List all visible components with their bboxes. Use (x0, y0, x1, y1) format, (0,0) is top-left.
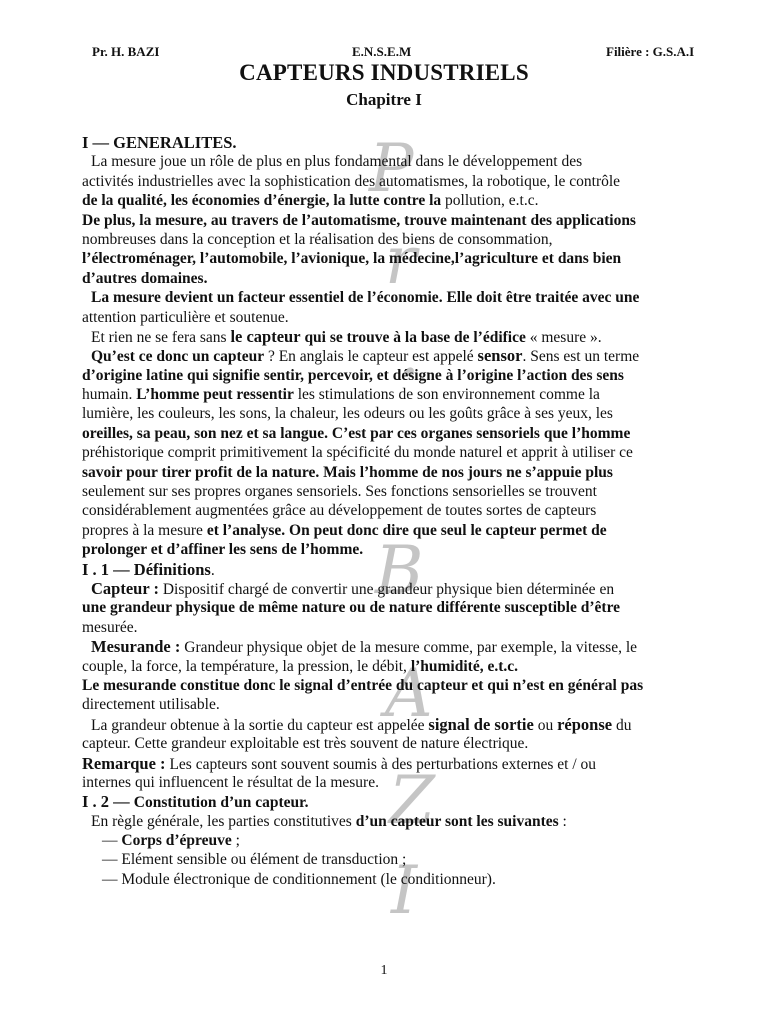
document-body (82, 133, 722, 889)
text-line: activités industrielles avec la sophistication des automatismes, la robotique, le contrôle (82, 172, 621, 190)
text-span: « mesure ». (525, 328, 602, 346)
text-line: capteur. Cette grandeur exploitable est très souvent de nature électrique. (82, 735, 529, 753)
text-span: I . 2 — (82, 792, 134, 812)
text-span: Et rien ne se fera sans (91, 328, 231, 346)
text-span: l’humidité, e.t.c. (410, 657, 519, 675)
text-line: seulement sur ses propres organes sensoriels. Ses fonctions sensorielles se trouvent (82, 483, 597, 501)
text-span: Qu’est ce donc un capteur (91, 348, 265, 366)
text-span: et l’analyse. On peut donc dire que seul le capteur permet de (206, 521, 607, 539)
term-reponse: réponse (557, 714, 613, 734)
text-line: mesurée. (82, 618, 138, 636)
text-line (82, 715, 722, 734)
text-line: attention particulière et soutenue. (82, 308, 289, 326)
text-line: d’autres domaines. (82, 269, 208, 287)
text-line: lumière, les couleurs, les sons, la chaleur, les odeurs ou les goûts grâce à ses yeux, les (82, 405, 613, 423)
text-span: Les capteurs sont souvent soumis à des perturbations externes et / ou (165, 755, 597, 773)
term-remarque: Remarque : (82, 753, 166, 773)
text-span: qui se trouve à la base de l’édifice (300, 328, 526, 346)
text-line: préhistorique comprit primitivement la spécificité du monde naturel et apprit à utiliser ce (82, 444, 633, 462)
text-line: l’électroménager, l’automobile, l’avionique, la médecine,l’agriculture et dans bien (82, 250, 622, 268)
text-span: les stimulations de son environnement comme la (293, 386, 600, 404)
text-line: internes qui influencent le résultat de la mesure. (82, 773, 379, 791)
watermark-letter: A (385, 655, 433, 732)
text-line: oreilles, sa peau, son nez et sa langue. C’est par ces organes sensoriels que l’homme (82, 424, 631, 442)
text-line (82, 385, 722, 404)
text-span: En règle générale, les parties constitutives (91, 812, 356, 830)
subsection-heading-constitution (82, 792, 722, 811)
text-span: le capteur (230, 326, 301, 346)
section-heading-generalites: I — GENERALITES. (82, 133, 237, 152)
header-author: Pr. H. BAZI (92, 44, 160, 59)
list-item: — Elément sensible ou élément de transduction ; (102, 851, 407, 869)
header-school: E.N.S.E.M (352, 44, 412, 59)
text-span: humain. (82, 386, 137, 404)
text-span: d’un capteur sont les suivantes (355, 812, 559, 830)
text-span: . (210, 561, 215, 579)
text-span: de la qualité, les économies d’énergie, la lutte contre la (82, 192, 442, 210)
text-span: : (558, 812, 567, 830)
page-number: 1 (380, 963, 388, 978)
text-span: ou (533, 716, 558, 734)
text-line: La mesure joue un rôle de plus en plus fondamental dans le développement des (91, 153, 583, 171)
watermark-letter: I (391, 852, 418, 929)
watermark-letter: Z (389, 762, 435, 839)
header-program: Filière : G.S.A.I (606, 44, 695, 59)
text-line: prolonger et d’affiner les sens de l’homme. (82, 541, 364, 559)
text-line: De plus, la mesure, au travers de l’automatisme, trouve maintenant des applications (82, 211, 636, 229)
text-span: . Sens est un terme (522, 348, 640, 366)
text-line: La mesure devient un facteur essentiel de l’économie. Elle doit être traitée avec une (91, 289, 640, 307)
list-item: — Module électronique de conditionnement (le conditionneur). (102, 870, 496, 888)
text-span: L’homme peut ressentir (136, 386, 294, 404)
text-line (82, 191, 722, 210)
text-line (82, 521, 722, 540)
text-line (82, 812, 722, 831)
text-span: ; (231, 832, 240, 850)
text-line (82, 327, 722, 346)
text-span: sensor (477, 346, 523, 366)
text-line: savoir pour tirer profit de la nature. Mais l’homme de nos jours ne s’appuie plus (82, 463, 613, 481)
text-line: d’origine latine qui signifie sentir, percevoir, et désigne à l’origine l’action des sens (82, 366, 624, 384)
subsection-heading-definitions (82, 560, 722, 579)
text-line (82, 346, 722, 365)
text-span: propres à la mesure (82, 521, 207, 539)
text-span: Corps d’épreuve (121, 832, 232, 850)
text-line: considérablement augmentées grâce au développement de toutes sortes de capteurs (82, 502, 597, 520)
watermark-letter: P (369, 130, 414, 207)
text-line: une grandeur physique de même nature ou de nature différente susceptible d’être (82, 599, 621, 617)
text-span: ? En anglais le capteur est appelé (264, 348, 478, 366)
text-span: — (102, 832, 122, 850)
text-span: pollution, e.t.c. (441, 192, 539, 210)
text-span: La grandeur obtenue à la sortie du capteur est appelée (91, 716, 429, 734)
text-line: directement utilisable. (82, 696, 220, 714)
text-line (82, 754, 722, 773)
list-item (82, 831, 722, 850)
text-span: couple, la force, la température, la pression, le débit, (82, 657, 411, 675)
text-line: Le mesurande constitue donc le signal d’entrée du capteur et qui n’est en général pas (82, 676, 644, 694)
document-title: CAPTEURS INDUSTRIELS (239, 60, 529, 85)
text-span: Dispositif chargé de convertir une grandeur physique bien déterminée en (158, 580, 615, 598)
text-line (82, 637, 722, 656)
text-span: du (612, 716, 632, 734)
watermark-letter: r (385, 222, 417, 299)
chapter-heading: Chapitre I (346, 90, 422, 109)
text-span: Constitution d’un capteur. (133, 794, 309, 812)
term-signal-de-sortie: signal de sortie (428, 714, 534, 734)
text-line (82, 657, 722, 676)
text-span: Grandeur physique objet de la mesure comme, par exemple, la vitesse, le (180, 639, 638, 657)
watermark-letter: B (375, 532, 424, 609)
text-line (82, 579, 722, 598)
term-capteur: Capteur : (91, 578, 159, 598)
watermark-letter: . (399, 314, 420, 391)
term-mesurande: Mesurande : (91, 637, 181, 657)
text-span: I . 1 — Définitions (82, 559, 211, 579)
text-line: nombreuses dans la conception et la réalisation des biens de consommation, (82, 230, 553, 248)
